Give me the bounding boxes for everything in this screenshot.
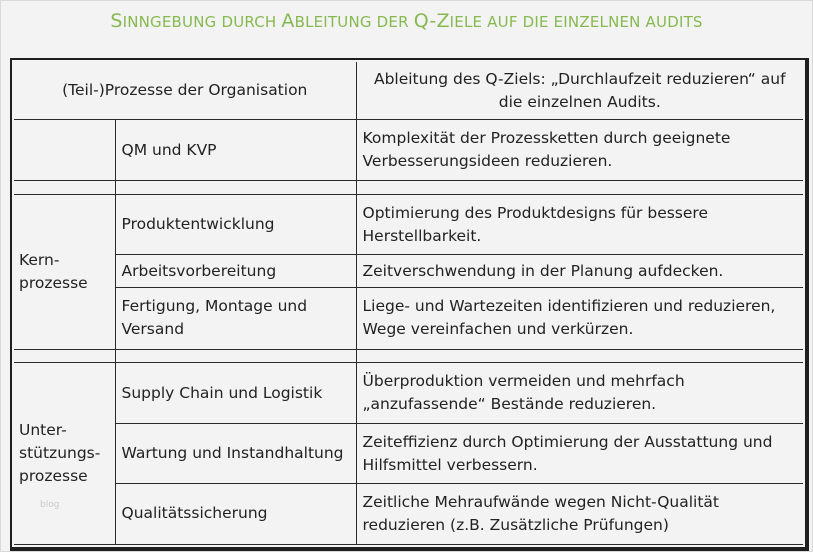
group-label-line: Kern- (19, 250, 60, 269)
spacer-row (14, 181, 803, 194)
process-cell: Produktentwicklung (115, 194, 356, 255)
derivation-cell: Zeiteffizienz durch Optimierung der Ausstattung und Hilfsmittel verbessern. (356, 424, 803, 484)
header-derivation-column: Ableitung des Q-Ziels: „Durchlaufzeit reduzieren“ auf die einzelnen Audits. (356, 62, 803, 120)
spacer-cell (115, 181, 356, 194)
group-label-empty (14, 120, 115, 181)
title-cap-3: Q-Z (413, 10, 450, 32)
table-row (14, 363, 803, 424)
process-cell: Fertigung, Montage und Versand (115, 287, 356, 349)
spacer-cell (356, 349, 803, 362)
spacer-cell (115, 349, 356, 362)
derivation-cell: Komplexität der Prozessketten durch geeignete Verbesserungsideen reduzieren. (356, 120, 803, 181)
watermark: blog (40, 500, 60, 510)
spacer-row (14, 349, 803, 362)
group-label-unterstuetzungsprozesse (14, 363, 115, 545)
title-text-2: BLEITUNG DER (294, 13, 414, 31)
title-text-1: INNGEBUNG DURCH (122, 13, 282, 31)
process-cell: Wartung und Instandhaltung (115, 424, 356, 484)
derivation-cell: Optimierung des Produktdesigns für bessere Herstellbarkeit. (356, 194, 803, 255)
process-cell: Arbeitsvorbereitung (115, 255, 356, 288)
derivation-cell: Liege- und Wartezeiten identifizieren und reduzieren, Wege vereinfachen und verkürzen. (356, 287, 803, 349)
table-row (14, 483, 803, 544)
group-label-line: prozesse (19, 273, 88, 292)
table-row (14, 194, 803, 255)
table-frame (10, 58, 809, 551)
title-text-3: IELE AUF DIE EINZELNEN AUDITS (449, 13, 703, 31)
table-row (14, 287, 803, 349)
table-row (14, 120, 803, 181)
process-cell: Qualitätssicherung (115, 483, 356, 544)
spacer-cell (356, 181, 803, 194)
header-process-column: (Teil-)Prozesse der Organisation (14, 62, 356, 120)
derivation-cell: Zeitverschwendung in der Planung aufdecken. (356, 255, 803, 288)
spacer-cell (14, 181, 115, 194)
table-row (14, 424, 803, 484)
group-label-line: stützungs- (19, 444, 101, 463)
process-cell: QM und KVP (115, 120, 356, 181)
spacer-cell (14, 349, 115, 362)
process-cell: Supply Chain und Logistik (115, 363, 356, 424)
group-label-line: Unter- (19, 421, 67, 440)
derivation-cell: Überproduktion vermeiden und mehrfach „anzufassende“ Bestände reduzieren. (356, 363, 803, 424)
audit-derivation-table (14, 62, 803, 545)
table-header-row (14, 62, 803, 120)
derivation-cell: Zeitliche Mehraufwände wegen Nicht-Qualität reduzieren (z.B. Zusätzliche Prüfungen) (356, 483, 803, 544)
group-label-kernprozesse (14, 194, 115, 349)
title-cap-1: S (110, 10, 123, 32)
title-cap-2: A (281, 10, 295, 32)
table-row (14, 255, 803, 288)
page-title (0, 10, 813, 32)
group-label-line: prozesse (19, 467, 88, 486)
